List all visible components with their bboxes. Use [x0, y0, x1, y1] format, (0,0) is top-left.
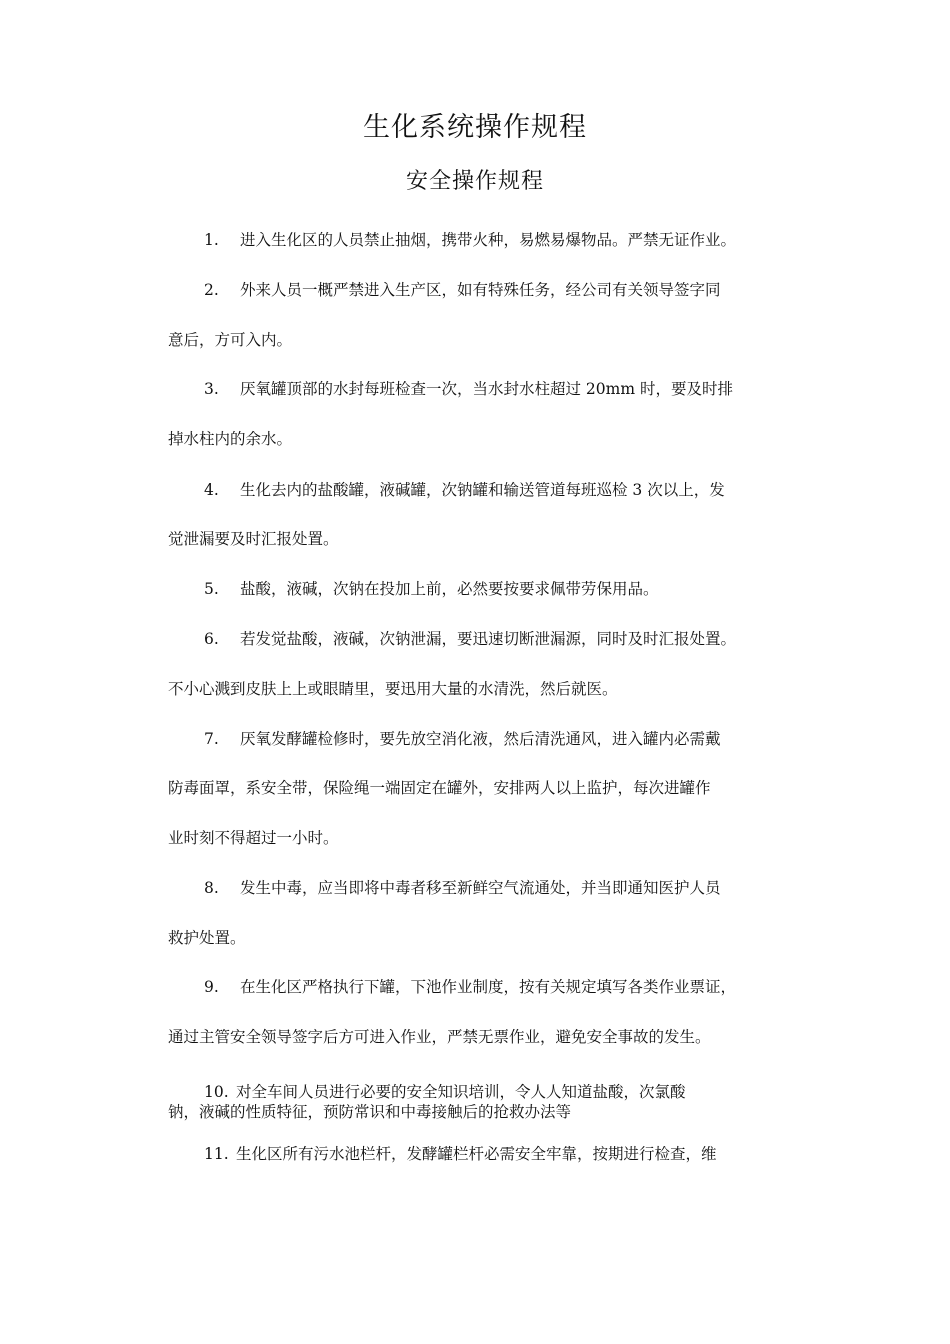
rule-item-10	[204, 1081, 686, 1103]
rule-item-4	[204, 479, 725, 501]
rule-text: 进入生化区的人员禁止抽烟，携带火种，易燃易爆物品。严禁无证作业。	[240, 231, 737, 249]
rule-continuation: 掉水柱内的余水。	[168, 430, 293, 448]
rule-continuation: 钠，液碱的性质特征，预防常识和中毒接触后的抢救办法等	[168, 1103, 572, 1121]
rule-text: 在生化区严格执行下罐，下池作业制度，按有关规定填写各类作业票证，	[240, 978, 737, 996]
rule-item-1	[204, 229, 736, 251]
rule-text: 对全车间人员进行必要的安全知识培训，令人人知道盐酸，次氯酸	[236, 1083, 686, 1101]
rule-number: 6.	[204, 630, 219, 648]
rule-text: 生化区所有污水池栏杆，发酵罐栏杆必需安全牢靠，按期进行检查，维	[236, 1145, 717, 1163]
rule-text: 厌氧发酵罐检修时，要先放空消化液，然后清洗通风，进入罐内必需戴	[240, 730, 721, 748]
rule-text: 发生中毒，应当即将中毒者移至新鲜空气流通处，并当即通知医护人员	[240, 879, 721, 897]
rule-item-8	[204, 877, 721, 899]
rule-item-3	[204, 378, 733, 400]
rule-number: 2.	[204, 281, 219, 299]
rule-text: 盐酸，液碱，次钠在投加上前，必然要按要求佩带劳保用品。	[240, 580, 659, 598]
rule-text: 若发觉盐酸，液碱，次钠泄漏，要迅速切断泄漏源，同时及时汇报处置。	[240, 630, 737, 648]
rule-number: 11.	[204, 1145, 229, 1163]
document-subtitle: 安全操作规程	[405, 169, 544, 194]
rule-text: 生化去内的盐酸罐，液碱罐，次钠罐和输送管道每班巡检 3 次以上，发	[240, 481, 725, 499]
rule-number: 1.	[204, 231, 219, 249]
rule-item-5	[204, 578, 659, 600]
rule-continuation: 觉泄漏要及时汇报处置。	[168, 530, 339, 548]
rule-item-9	[204, 976, 736, 998]
rule-continuation: 意后，方可入内。	[168, 331, 293, 349]
rule-item-7	[204, 728, 721, 750]
rule-text: 厌氧罐顶部的水封每班检查一次，当水封水柱超过 20mm 时，要及时排	[240, 380, 733, 398]
rule-continuation: 防毒面罩，系安全带，保险绳一端固定在罐外，安排两人以上监护，每次进罐作	[168, 779, 711, 797]
rule-number: 3.	[204, 380, 219, 398]
rule-number: 10.	[204, 1083, 229, 1101]
rule-item-2	[204, 279, 721, 301]
rule-continuation: 不小心溅到皮肤上上或眼睛里，要迅用大量的水清洗，然后就医。	[168, 680, 618, 698]
rule-continuation: 通过主管安全领导签字后方可进入作业，严禁无票作业，避免安全事故的发生。	[168, 1028, 711, 1046]
rule-number: 8.	[204, 879, 219, 897]
rule-item-6	[204, 628, 736, 650]
rule-number: 5.	[204, 580, 219, 598]
rule-continuation: 业时刻不得超过一小时。	[168, 829, 339, 847]
rule-number: 7.	[204, 730, 219, 748]
rule-number: 9.	[204, 978, 219, 996]
document-title: 生化系统操作规程	[363, 112, 587, 143]
rule-number: 4.	[204, 481, 219, 499]
rule-continuation: 救护处置。	[168, 929, 246, 947]
rule-text: 外来人员一概严禁进入生产区，如有特殊任务，经公司有关领导签字同	[240, 281, 721, 299]
rule-item-11	[204, 1143, 717, 1165]
